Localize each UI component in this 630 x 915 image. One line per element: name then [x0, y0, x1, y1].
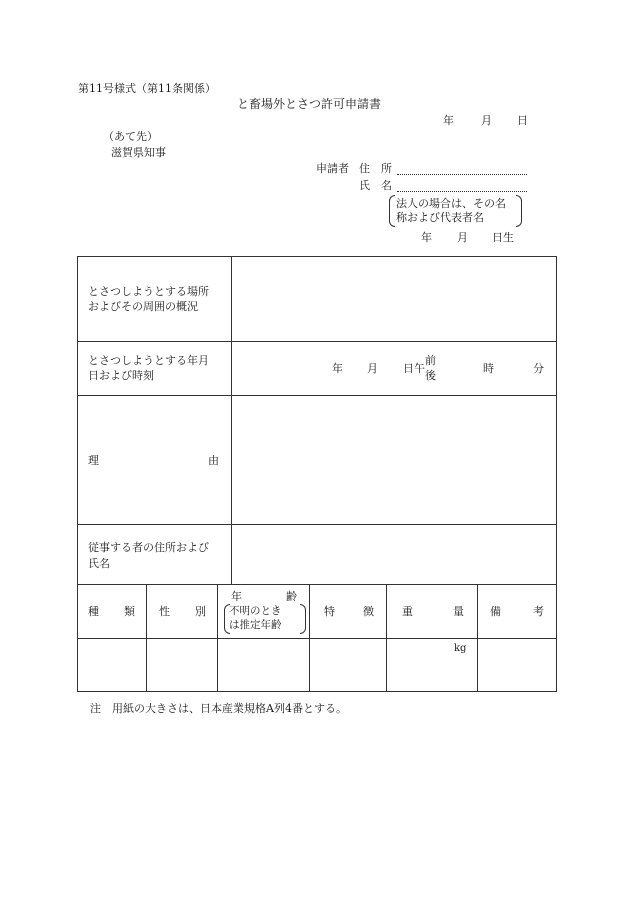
datetime-am-label: 前	[425, 354, 436, 367]
datetime-label-line1: とさつしようとする年月	[88, 354, 209, 367]
age-input-cell[interactable]	[219, 640, 308, 691]
column-divider	[386, 584, 387, 692]
col-sex-char1: 性	[159, 605, 170, 618]
applicant-address-label: 住 所	[359, 162, 392, 175]
worker-input-cell[interactable]	[233, 526, 555, 583]
col-age-char2: 齢	[286, 590, 297, 603]
sex-input-cell[interactable]	[148, 640, 216, 691]
datetime-gozen-label: 午	[414, 362, 425, 375]
col-age-note-line2: は推定年齢	[229, 619, 282, 631]
column-divider	[217, 584, 218, 692]
form-number: 第11号様式（第11条関係）	[78, 82, 216, 95]
birth-day-label: 日生	[492, 231, 514, 244]
right-bracket	[516, 195, 522, 227]
column-divider	[146, 584, 147, 692]
applicant-name-label: 氏 名	[359, 179, 392, 192]
applicant-address-field[interactable]	[397, 174, 527, 175]
weight-unit: kg	[454, 643, 467, 654]
corp-note-line1: 法人の場合は、その名	[396, 197, 506, 210]
applicant-name-field[interactable]	[397, 191, 527, 192]
datetime-month-label: 月	[367, 362, 378, 375]
date-day-label: 日	[517, 114, 528, 127]
col-weight-char2: 量	[453, 605, 464, 618]
col-age-char1: 年	[231, 590, 242, 603]
row-divider	[78, 341, 556, 342]
left-bracket	[389, 195, 395, 227]
place-label-line2: およびその周囲の概況	[88, 300, 198, 313]
row-divider	[78, 395, 556, 396]
feature-input-cell[interactable]	[311, 640, 385, 691]
datetime-year-label: 年	[332, 362, 343, 375]
datetime-label-line2: 日および時刻	[88, 369, 154, 382]
application-table	[77, 256, 557, 692]
datetime-minute-label: 分	[533, 362, 544, 375]
addressee-note: （あて先）	[103, 130, 158, 143]
col-kind-char1: 種	[88, 605, 99, 618]
reason-label-right: 由	[208, 454, 219, 467]
datetime-pm-label: 後	[425, 369, 436, 382]
worker-label-line2: 氏名	[88, 557, 110, 570]
row-divider	[78, 524, 556, 525]
datetime-hour-label: 時	[483, 362, 494, 375]
kind-input-cell[interactable]	[79, 640, 145, 691]
addressee: 滋賀県知事	[111, 146, 166, 159]
birth-month-label: 月	[457, 231, 468, 244]
column-divider	[231, 257, 232, 584]
corp-note-line2: 称および代表者名	[396, 211, 484, 224]
col-weight-char1: 重	[402, 605, 413, 618]
col-sex-char2: 別	[195, 605, 206, 618]
row-divider	[78, 584, 556, 585]
footer-note: 注 用紙の大きさは、日本産業規格A列4番とする。	[90, 702, 347, 715]
row-divider	[78, 638, 556, 639]
col-feature-char2: 徴	[363, 605, 374, 618]
place-label-line1: とさつしようとする場所	[88, 285, 209, 298]
worker-label-line1: 従事する者の住所および	[88, 541, 209, 554]
col-kind-char2: 類	[124, 605, 135, 618]
applicant-label: 申請者	[316, 162, 349, 175]
column-divider	[477, 584, 478, 692]
date-year-label: 年	[443, 114, 454, 127]
document-title: と畜場外とさつ許可申請書	[237, 97, 382, 111]
datetime-day-label: 日	[403, 362, 414, 375]
age-note-right-bracket	[300, 604, 306, 634]
column-divider	[309, 584, 310, 692]
birth-year-label: 年	[421, 231, 432, 244]
col-feature-char1: 特	[324, 605, 335, 618]
remarks-input-cell[interactable]	[479, 640, 555, 691]
col-age-note-line1: 不明のとき	[229, 605, 282, 617]
col-remarks-char1: 備	[490, 605, 501, 618]
place-input-cell[interactable]	[233, 258, 555, 340]
reason-label-left: 理	[88, 454, 99, 467]
reason-input-cell[interactable]	[233, 397, 555, 523]
col-remarks-char2: 考	[533, 605, 544, 618]
date-month-label: 月	[481, 114, 492, 127]
